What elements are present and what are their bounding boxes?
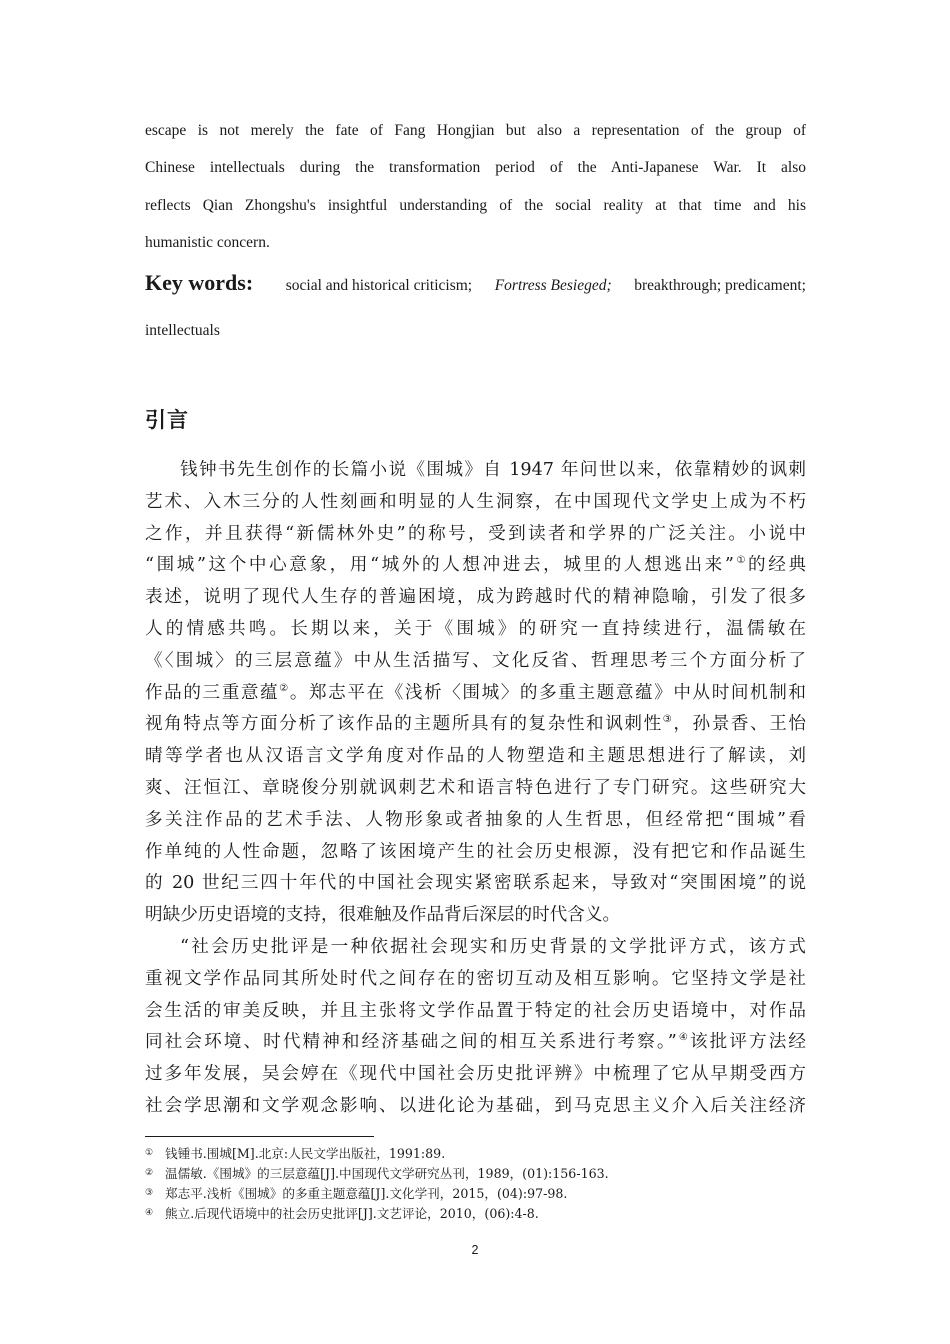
body-line: 钱钟书先生创作的长篇小说《围城》自 1947 年问世以来，依靠精妙的讽刺 xyxy=(180,460,806,480)
footnote-ref[interactable]: ③ xyxy=(662,714,674,726)
body-line xyxy=(145,550,806,582)
body-line: 表述，说明了现代人生存的普遍困境，成为跨越时代的精神隐喻，引发了很多 xyxy=(145,587,806,608)
body-segment: 。郑志平在《浅析〈围城〉的多重主题意蕴》中从时间机制和 xyxy=(289,682,806,703)
footnote-text: 钱锺书.围城[M].北京:人民文学出版社，1991:89. xyxy=(165,1146,446,1161)
footnote-text: 熊立.后现代语境中的社会历史批评[J].文艺评论，2010，(06):4-8. xyxy=(165,1206,539,1221)
keywords-block xyxy=(145,270,806,358)
footnote-separator xyxy=(145,1136,374,1137)
body-line: 重视文学作品同其所处时代之间存在的密切互动及相互影响。它坚持文学是社 xyxy=(145,968,806,989)
footnote-ref[interactable]: ② xyxy=(279,682,290,694)
body-line: “社会历史批评是一种依据社会现实和历史背景的文学批评方式，该方式 xyxy=(180,936,806,957)
footnote-item xyxy=(145,1163,806,1183)
footnote-item xyxy=(145,1143,806,1163)
body-line xyxy=(145,678,806,710)
page-number: 2 xyxy=(471,1243,479,1257)
footnote-item xyxy=(145,1203,806,1223)
english-abstract xyxy=(145,112,806,261)
keyword-item: Fortress Besieged; xyxy=(494,277,612,294)
abstract-line: Chinese intellectuals during the transformation period of the Anti-Japanese War. It also xyxy=(145,159,806,177)
body-segment: ，孙景香、王怡 xyxy=(673,714,806,735)
keywords-row xyxy=(145,270,806,306)
body-segment: “围城”这个中心意象，用“城外的人想冲进去，城里的人想逃出来” xyxy=(145,555,734,576)
body-line xyxy=(145,709,806,741)
body-line: 人的情感共鸣。长期以来，关于《围城》的研究一直持续进行，温儒敏在 xyxy=(145,618,806,639)
body-line: 爽、汪恒江、章晓俊分别就讽刺艺术和语言特色进行了专门研究。这些研究大 xyxy=(145,777,806,798)
body-line: 明缺少历史语境的支持，很难触及作品背后深层的时代含义。 xyxy=(145,905,621,926)
body-segment: 视角特点等方面分析了该作品的主题所具有的复杂性和讽刺性 xyxy=(145,714,663,735)
body-segment: 该批评方法经 xyxy=(689,1032,806,1053)
footnote-text: 郑志平.浅析《围城》的多重主题意蕴[J].文化学刊，2015，(04):97-98. xyxy=(165,1186,568,1201)
keyword-item: social and historical criticism; xyxy=(285,277,473,294)
abstract-line: humanistic concern. xyxy=(145,233,270,251)
keywords-row xyxy=(145,322,806,358)
body-segment: 同社会环境、时代精神和经济基础之间的相互关系进行考察。” xyxy=(145,1032,677,1053)
footnote-text: 温儒敏.《围城》的三层意蕴[J].中国现代文学研究丛刊，1989，(01):156-163. xyxy=(165,1166,609,1181)
body-text xyxy=(145,455,806,1123)
body-segment: 作品的三重意蕴 xyxy=(145,682,280,703)
footnote-ref[interactable]: ① xyxy=(733,555,749,567)
body-line: 艺术、入木三分的人性刻画和明显的人生洞察，在中国现代文学史上成为不朽 xyxy=(145,491,806,512)
body-line: 社会学思潮和文学观念影响、以进化论为基础，到马克思主义介入后关注经济 xyxy=(145,1095,806,1116)
footnote-ref[interactable]: ④ xyxy=(676,1032,690,1044)
body-line: 《〈围城〉的三层意蕴》中从生活描写、文化反省、哲理思考三个方面分析了 xyxy=(145,650,806,671)
footnote-mark: ② xyxy=(145,1168,154,1178)
footnotes xyxy=(145,1143,806,1223)
body-segment: 的经典 xyxy=(748,555,806,576)
keyword-item: breakthrough; predicament; xyxy=(634,277,806,294)
footnote-mark: ③ xyxy=(145,1188,154,1198)
footnote-mark: ④ xyxy=(145,1208,154,1218)
body-line: 作单纯的人性命题，忽略了该困境产生的社会历史根源，没有把它和作品诞生 xyxy=(145,841,806,862)
footnote-mark: ① xyxy=(145,1148,154,1158)
body-line: 晴等学者也从汉语言文学角度对作品的人物塑造和主题思想进行了解读，刘 xyxy=(145,746,806,767)
body-line: 的 20 世纪三四十年代的中国社会现实紧密联系起来，导致对“突围困境”的说 xyxy=(145,873,806,894)
keywords-label: Key words: xyxy=(145,270,254,295)
body-line: 之作，并且获得“新儒林外史”的称号，受到读者和学界的广泛关注。小说中 xyxy=(145,523,806,544)
body-line: 过多年发展，吴会婷在《现代中国社会历史批评辨》中梳理了它从早期受西方 xyxy=(145,1064,806,1085)
section-title: 引言 xyxy=(145,408,189,432)
body-line xyxy=(145,1027,806,1059)
keyword-item: intellectuals xyxy=(145,322,220,339)
abstract-line: escape is not merely the fate of Fang Hongjian but also a representation of the group of xyxy=(145,122,806,139)
abstract-line: reflects Qian Zhongshu's insightful understanding of the social reality at that time and his xyxy=(145,196,806,214)
body-line: 会生活的审美反映，并且主张将文学作品置于特定的社会历史语境中，对作品 xyxy=(145,1000,806,1021)
body-line: 多关注作品的艺术手法、人物形象或者抽象的人生哲思，但经常把“围城”看 xyxy=(145,809,806,830)
footnote-item xyxy=(145,1183,806,1203)
